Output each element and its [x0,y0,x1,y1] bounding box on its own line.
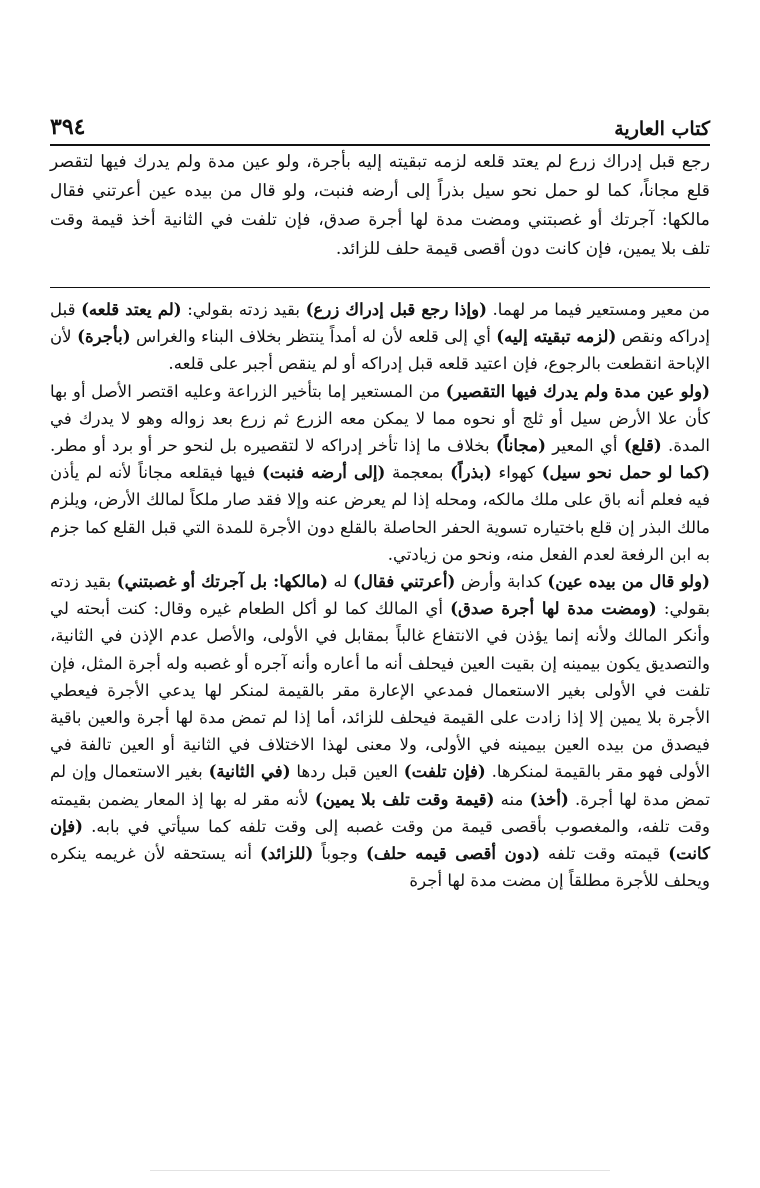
bold-matn-quote: (إلى أرضه فنبت) [262,462,386,483]
commentary-text: كهواء [491,463,542,483]
bold-matn-quote: (ولو عين مدة ولم يدرك فيها التقصير) [445,380,710,401]
section-divider [50,287,710,288]
commentary-text: قيمته وقت تلفه [540,844,669,864]
bold-matn-quote: (وإذا رجع قبل إدراك زرع) [305,299,487,319]
bold-matn-quote: (أعرتني فقال) [352,571,456,592]
bold-matn-quote: (فإن كانت) [50,815,710,864]
commentary-text: وجوباً [313,844,366,864]
bold-matn-quote: (في الثانية) [208,761,291,782]
commentary-text: فيها فيقلعه مجاناً لأنه لم يأذن فيه فعلم أنه باق على ملك مالكه، ومحله إذا لم يعرض عنه وإلا فقد صار ملكاً لمالك الأرض، ويلزم مالك البذر إن قلع باختياره تسوية الحفر الحاصلة بالقلع دون الأجرة للمدة التي قبل القلع كما جزم به ابن الرفعة لعدم الفعل منه، ونحو من زيادتي. [50,463,711,564]
running-header [50,100,710,146]
bold-matn-quote: (مالكها: بل آجرتك أو غصبتني) [116,571,328,592]
bold-matn-quote: (قيمة وقت تلف بلا يمين) [314,788,495,809]
bold-matn-quote: (قلع) [623,435,662,456]
commentary-text: بمعجمة [385,463,451,483]
bold-matn-quote: (دون أقصى قيمه حلف) [365,843,541,864]
commentary-text: بخلاف ما إذا تأخر إدراكه لا لتقصيره بل لنحو حر أو برد أو مطر. [50,436,496,456]
commentary-text: قبل إدراكه ونقص [50,300,710,347]
book-title: كتاب العارية [614,118,710,140]
commentary-paragraph-1 [50,296,710,378]
commentary-block [50,296,710,894]
commentary-text: بغير الاستعمال وإن لم تمض مدة لها أجرة. [50,762,711,809]
main-text-paragraph: رجع قبل إدراك زرع لم يعتد قلعه لزمه تبقيته إليه بأجرة، ولو عين مدة ولم يدرك فيها لتقصر قلع مجاناً، كما لو حمل نحو سيل بذراً إلى أرضه فنبت، ولو قال من بيده عين أعرتني فقال مالكها: آجرتك أو غصبتني ومضت مدة لها أجرة صدق، فإن تلفت في الثانية أخذ قيمة وقت تلف بلا يمين، فإن كانت دون أقصى قيمة حلف للزائد. [50,152,710,259]
commentary-text: لأنه مقر له بها إذ المعار يضمن بقيمته وقت تلفه، والمغصوب بأقصى قيمة من وقت غصبه إلى وقت تلفه كما سيأتي في بابه. [50,789,710,836]
bold-matn-quote: (فإن تلفت) [403,761,486,782]
commentary-text: أي إلى قلعه لأن له أمداً ينتظر بخلاف البناء والغراس [130,327,497,347]
commentary-paragraph-2 [50,378,710,568]
commentary-text: من المستعير إما بتأخير الزراعة وعليه اقتصر الأصل أو بها كأن علا الأرض سيل أو ثلج أو نحوه مما لا يمكن معه الزرع ثم زرع بعد زواله وهو لا يدرك في المدة. [50,381,711,456]
commentary-text: أنه يستحقه لأن غريمه ينكره ويحلف للأجرة مطلقاً إن مضت مدة لها أجرة [50,844,710,891]
page-number: ٣٩٤ [50,114,86,140]
commentary-text: منه [494,789,530,809]
commentary-text: أي المالك كما لو أكل الطعام غيره وقال: كنت أبحته لي وأنكر المالك ولأنه إنما يؤذن في الانتفاع غالباً بمقابل في الأولى، والأصل عدم الإذن في الثانية، والتصديق يكون بيمينه إن بقيت العين فيحلف أنه ما أعاره وأنه آجره أو غصبه وله أجرة المثل، فإن تلفت في الأولى بغير الاستعمال فمدعي الإعارة مقر بالقيمة لمنكر لها يدعي الأجرة فيعطي الأجرة بلا يمين إلا إذا زادت على القيمة فيحلف للزائد، أما إذا لم تمض مدة لها أجرة والعين باقية فيصدق من بيده العين بيمينه في الأولى، ولا معنى لهذا الاختلاف في الثانية أو العين تالفة في الأولى فهو مقر بالقيمة لمنكرها. [50,599,710,782]
bold-matn-quote: (بذراً) [450,462,492,483]
bold-matn-quote: (بأجرة) [77,326,131,347]
commentary-text: لأن الإباحة انقطعت بالرجوع، فإن اعتيد قلعه قبل إدراكه أو لم ينقص أجبر على قلعه. [50,327,710,374]
bold-matn-quote: (ومضت مدة لها أجرة صدق) [450,598,657,619]
main-text-block [50,148,710,264]
commentary-text: له [327,572,353,592]
bold-matn-quote: (أخذ) [529,788,569,809]
bold-matn-quote: (كما لو حمل نحو سيل) [541,462,710,483]
commentary-text: بقيد زدته بقولي: [50,572,710,619]
commentary-text: العين قبل ردها [290,762,404,782]
bold-matn-quote: (مجاناً) [495,435,546,456]
bold-matn-quote: (لم يعتد قلعه) [81,299,182,319]
commentary-paragraph-3 [50,568,710,894]
commentary-text: بقيد زدته بقولي: [181,300,306,319]
bold-matn-quote: (لزمه تبقيته إليه) [496,326,617,347]
bottom-faint-line [150,1170,610,1171]
commentary-text: كدابة وأرض [455,572,548,592]
bold-matn-quote: (للزائد) [260,843,314,864]
commentary-text: أي المعير [545,436,624,456]
bold-matn-quote: (ولو قال من بيده عين) [547,571,710,592]
commentary-text: من معير ومستعير فيما مر لهما. [486,300,711,319]
